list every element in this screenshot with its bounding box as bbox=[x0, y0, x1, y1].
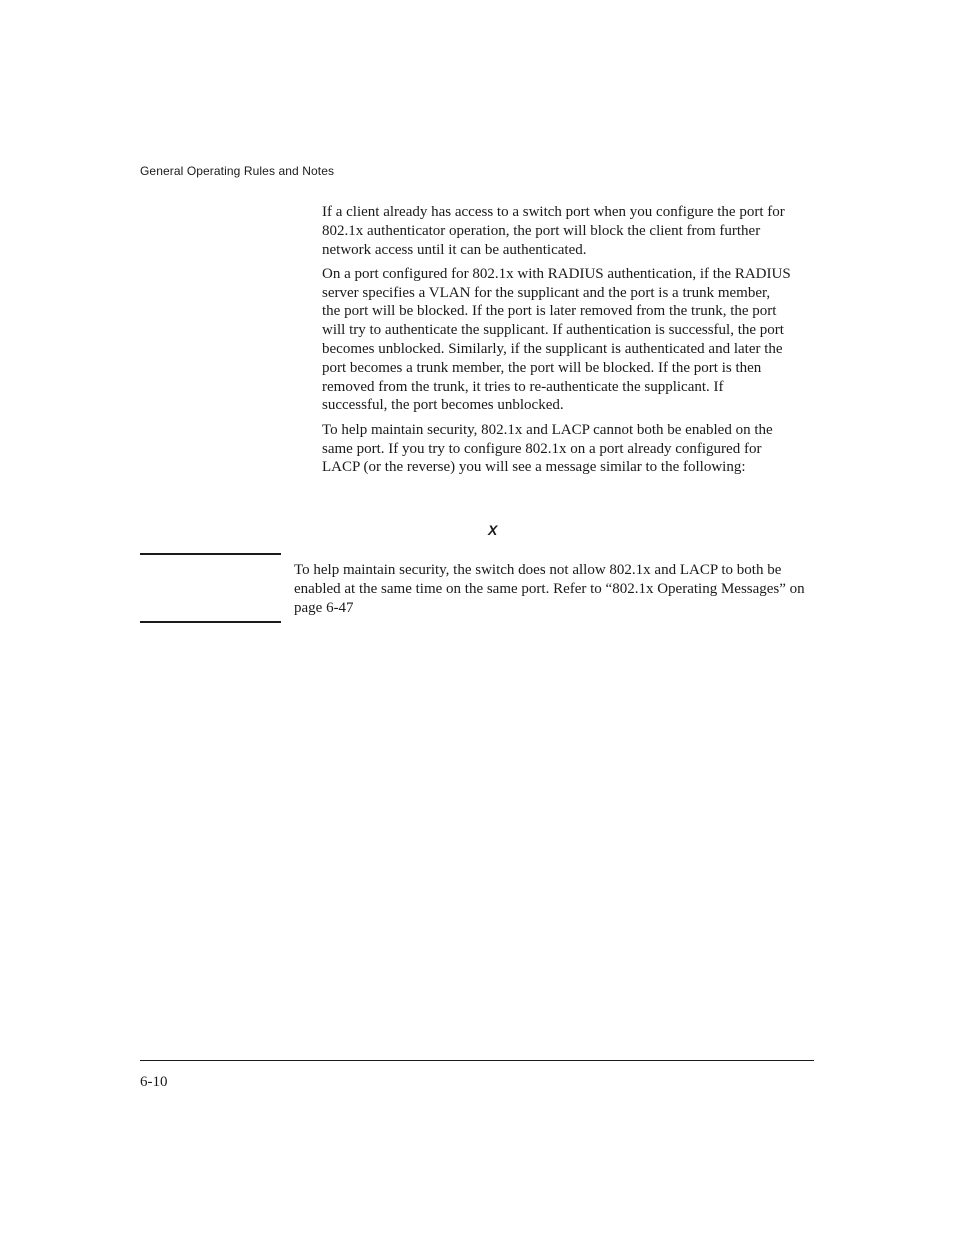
paragraph-existing-access: If a client already has access to a switch port when you configure the port for 802.1x authenticator operation, the port will block the client from further network access until it can be authenticated. bbox=[322, 204, 785, 258]
footer-rule bbox=[140, 1060, 814, 1061]
example-mark: X bbox=[488, 522, 498, 538]
page-number: 6-10 bbox=[140, 1074, 168, 1090]
note-text: To help maintain security, the switch does not allow 802.1x and LACP to both be enabled at the same time on the same port. Refer to “802.1x Operating Messages” on page 6-47 bbox=[294, 562, 805, 616]
body-text bbox=[322, 203, 792, 483]
paragraph-radius-trunk: On a port configured for 802.1x with RADIUS authentication, if the RADIUS server specifies a VLAN for the supplicant and the port is a trunk member, the port will be blocked. If the port is later removed from the trunk, the port will try to authenticate the supplicant. If authentication is successful, the port becomes unblocked. Similarly, if the supplicant is authenticated and later the port becomes a trunk member, the port will be blocked. If the port is then removed from the trunk, it tries to re-authenticate the supplicant. If successful, the port becomes unblocked. bbox=[322, 265, 791, 414]
note-bottom-rule bbox=[140, 621, 281, 623]
note-top-rule bbox=[140, 553, 281, 555]
paragraph-lacp-conflict: To help maintain security, 802.1x and LACP cannot both be enabled on the same port. If you try to configure 802.1x on a port already configured for LACP (or the reverse) you will see a message similar to the following: bbox=[322, 421, 773, 476]
running-header: General Operating Rules and Notes bbox=[140, 164, 335, 178]
